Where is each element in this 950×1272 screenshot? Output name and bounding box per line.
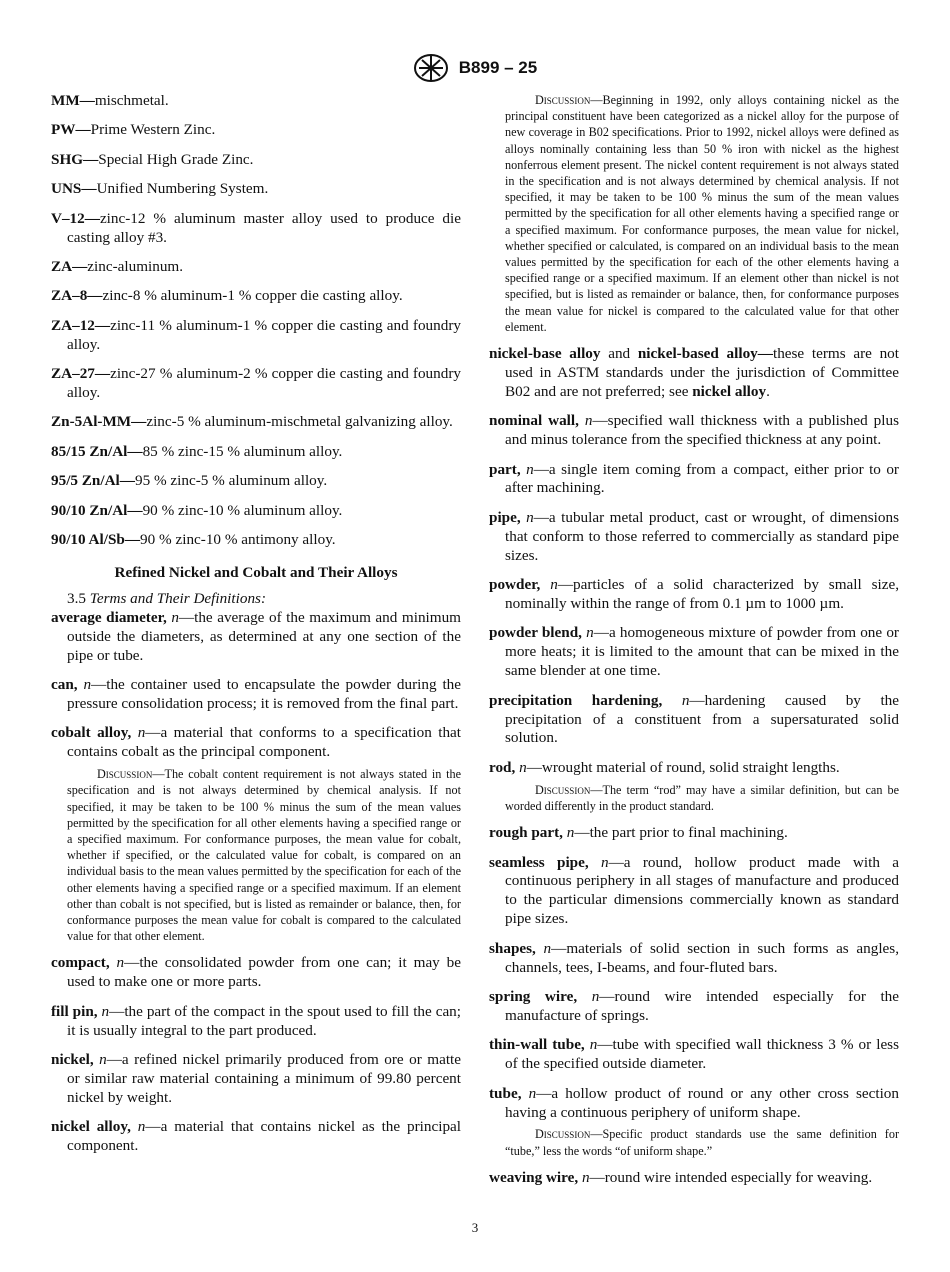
abbreviation-list (51, 92, 461, 550)
discussion-cobalt: Discussion—The cobalt content requirement is not always stated in the specification and is not always determined by chemical analysis. If not specified, it may be taken to be 100 % minus the sum of the mean values permitted by the specification for all other elements having a specified range or a specified maximum. For conformance purposes, the mean value for cobalt, whether if specified, or the calculated value for cobalt, is compared on an individual basis to the mean values permitted by the specification for each of the other elements having a specified range or a specified maximum. If an element other than cobalt is not specified, but is listed as remainder or balance, then, for conformance purposes the mean value for cobalt is compared to the calculated value for that other element. (67, 767, 461, 944)
abbreviation-entry (51, 365, 461, 403)
abbreviation-entry (51, 502, 461, 521)
left-column (51, 92, 461, 1167)
section-heading: Refined Nickel and Cobalt and Their Alloys (114, 563, 398, 581)
definition-compact: compact, n—the consolidated powder from one can; it may be used to make one or more parts. (51, 954, 462, 991)
abbreviation-definition: zinc-5 % aluminum-mischmetal galvanizing alloy. (146, 413, 453, 431)
abbreviation-term: SHG— (51, 150, 99, 168)
definition-pipe: pipe, n—a tubular metal product, cast or wrought, of dimensions that conform to those referred to commercially as standard pipe sizes. (489, 508, 899, 564)
definition-part: part, n—a single item coming from a compact, either prior to or after machining. (489, 460, 899, 497)
abbreviation-term: V–12— (51, 209, 100, 227)
abbreviation-entry (51, 151, 461, 170)
abbreviation-term: ZA–12— (51, 316, 111, 334)
abbreviation-entry (51, 472, 461, 491)
abbreviation-entry (51, 258, 461, 277)
definition-nickel: nickel, n—a refined nickel primarily produced from ore or matte or similar raw material containing a minimum of 99.80 percent nickel by weight. (51, 1051, 462, 1106)
abbreviation-term: MM— (51, 92, 95, 109)
abbreviation-entry (51, 413, 461, 432)
subsection-number: 3.5 (67, 589, 86, 607)
abbreviation-definition: zinc-aluminum. (87, 257, 184, 275)
page-number: 3 (471, 1220, 479, 1235)
definition-nickel-alloy: nickel alloy, n—a material that contains nickel as the principal component. (51, 1118, 461, 1155)
abbreviation-term: 90/10 Al/Sb— (51, 531, 141, 548)
definition-nickel-base-alloy: nickel-base alloy and nickel-based alloy—these terms are not used in ASTM standards under the jurisdiction of Committee B02 and are not preferred; see nickel alloy. (489, 345, 899, 400)
definition-cobalt-alloy: cobalt alloy, n—a material that conforms to a specification that contains cobalt as the principal component. (51, 724, 461, 761)
abbreviation-definition: 85 % zinc-15 % aluminum alloy. (142, 442, 343, 460)
definition-powder-blend: powder blend, n—a homogeneous mixture of powder from one or more heats; it is limited to the amount that can be mixed in the same blender at one time. (489, 624, 899, 680)
abbreviation-entry (51, 531, 461, 550)
abbreviation-term: ZA–8— (51, 287, 103, 305)
definition-thin-wall-tube: thin-wall tube, n—tube with specified wall thickness 3 % or less of the specified outside diameter. (489, 1036, 899, 1073)
abbreviation-definition: 90 % zinc-10 % aluminum alloy. (142, 501, 343, 519)
abbreviation-term: UNS— (51, 180, 97, 198)
abbreviation-definition: Unified Numbering System. (96, 180, 269, 198)
definition-rough-part: rough part, n—the part prior to final machining. (489, 824, 788, 842)
abbreviation-definition: zinc-8 % aluminum-1 % copper die casting alloy. (102, 287, 403, 305)
abbreviation-definition: Prime Western Zinc. (90, 121, 216, 139)
definition-weaving-wire: weaving wire, n—round wire intended especially for weaving. (489, 1168, 873, 1186)
abbreviation-definition: 90 % zinc-10 % antimony alloy. (140, 531, 336, 548)
abbreviation-term: 95/5 Zn/Al— (51, 472, 135, 490)
abbreviation-definition: zinc-12 % aluminum master alloy used to produce die casting alloy #3. (67, 209, 461, 246)
definition-nominal-wall: nominal wall, n—specified wall thickness with a published plus and minus tolerance from the specified thickness at any point. (489, 412, 899, 449)
abbreviation-definition: zinc-27 % aluminum-2 % copper die casting and foundry alloy. (67, 365, 461, 401)
abbreviation-entry (51, 210, 461, 248)
abbreviation-term: Zn-5Al-MM— (51, 413, 147, 431)
abbreviation-entry (51, 287, 461, 306)
abbreviation-term: ZA–27— (51, 365, 111, 383)
abbreviation-entry (51, 121, 461, 140)
definition-tube: tube, n—a hollow product of round or any other cross section having a continuous periphery of uniform shape. (489, 1084, 899, 1121)
right-column (489, 92, 899, 1198)
abbreviation-term: PW— (51, 121, 91, 139)
subsection-title: Terms and Their Definitions: (89, 589, 267, 607)
discussion-tube: Discussion—Specific product standards use the same definition for “tube,” less the words “of uniform shape.” (505, 1127, 899, 1158)
abbreviation-entry (51, 92, 461, 111)
definition-precipitation-hardening: precipitation hardening, n—hardening caused by the precipitation of a constituent from a supersaturated solid solution. (489, 691, 899, 747)
abbreviation-entry (51, 317, 461, 355)
discussion-nickel-alloy: Discussion—Beginning in 1992, only alloys containing nickel as the principal constituent have been categorized as a nickel alloy for the purpose of new coverage in B02 specifications. Prior to 1992, nickel alloys were defined as alloys nominally containing less than 50 % iron with nickel as the highest nonferrous element present. The nickel content requirement is not always stated in the specification and is not always determined by chemical analysis. If not specified, it may be taken to be 100 % minus the sum of the mean values permitted by the specification for all other elements having a specified range or a specified maximum. For conformance purposes, the mean value for nickel, whether specified or calculated, is compared on an individual basis to the mean values permitted by the specification for each of the other elements having a specified range or a specified maximum. If an element other than nickel is not specified, but is listed as remainder or balance, then, for conformance purposes the mean value for nickel is compared to the calculated value for that other element. (505, 93, 899, 334)
discussion-rod: Discussion—The term “rod” may have a similar definition, but can be worded differently in the product standard. (505, 782, 899, 813)
definition-powder: powder, n—particles of a solid characterized by small size, nominally within the range of from 0.1 µm to 1000 µm. (489, 576, 899, 613)
definition-spring-wire: spring wire, n—round wire intended especially for the manufacture of springs. (489, 988, 900, 1024)
page-header (0, 52, 950, 84)
abbreviation-definition: Special High Grade Zinc. (98, 150, 254, 168)
abbreviation-entry (51, 443, 461, 462)
abbreviation-term: 90/10 Zn/Al— (51, 501, 143, 519)
definition-average-diameter: average diameter, n—the average of the maximum and minimum outside the diameters, as determined at any one section of the pipe or tube. (51, 608, 461, 664)
document-number: B899 – 25 (458, 58, 538, 77)
subsection-heading (67, 590, 461, 609)
abbreviation-definition: mischmetal. (94, 92, 169, 109)
abbreviation-definition: zinc-11 % aluminum-1 % copper die casting and foundry alloy. (67, 316, 461, 353)
definition-rod: rod, n—wrought material of round, solid straight lengths. (489, 758, 840, 776)
definition-fill-pin: fill pin, n—the part of the compact in the spout used to fill the can; it is usually integral to the part produced. (51, 1002, 461, 1039)
abbreviation-term: ZA— (51, 257, 88, 275)
abbreviation-term: 85/15 Zn/Al— (51, 442, 143, 460)
astm-logo-icon (413, 52, 449, 84)
definition-seamless-pipe: seamless pipe, n—a round, hollow product made with a continuous periphery in all stages of manufacture and produced to the particular dimensions commercially known as standard pipe sizes. (489, 853, 900, 928)
definition-can: can, n—the container used to encapsulate the powder during the pressure consolidation process; it is removed from the final part. (51, 676, 462, 712)
abbreviation-definition: 95 % zinc-5 % aluminum alloy. (134, 472, 328, 490)
definition-shapes: shapes, n—materials of solid section in such forms as angles, channels, tees, I-beams, and four-fluted bars. (489, 939, 900, 976)
abbreviation-entry (51, 180, 461, 199)
